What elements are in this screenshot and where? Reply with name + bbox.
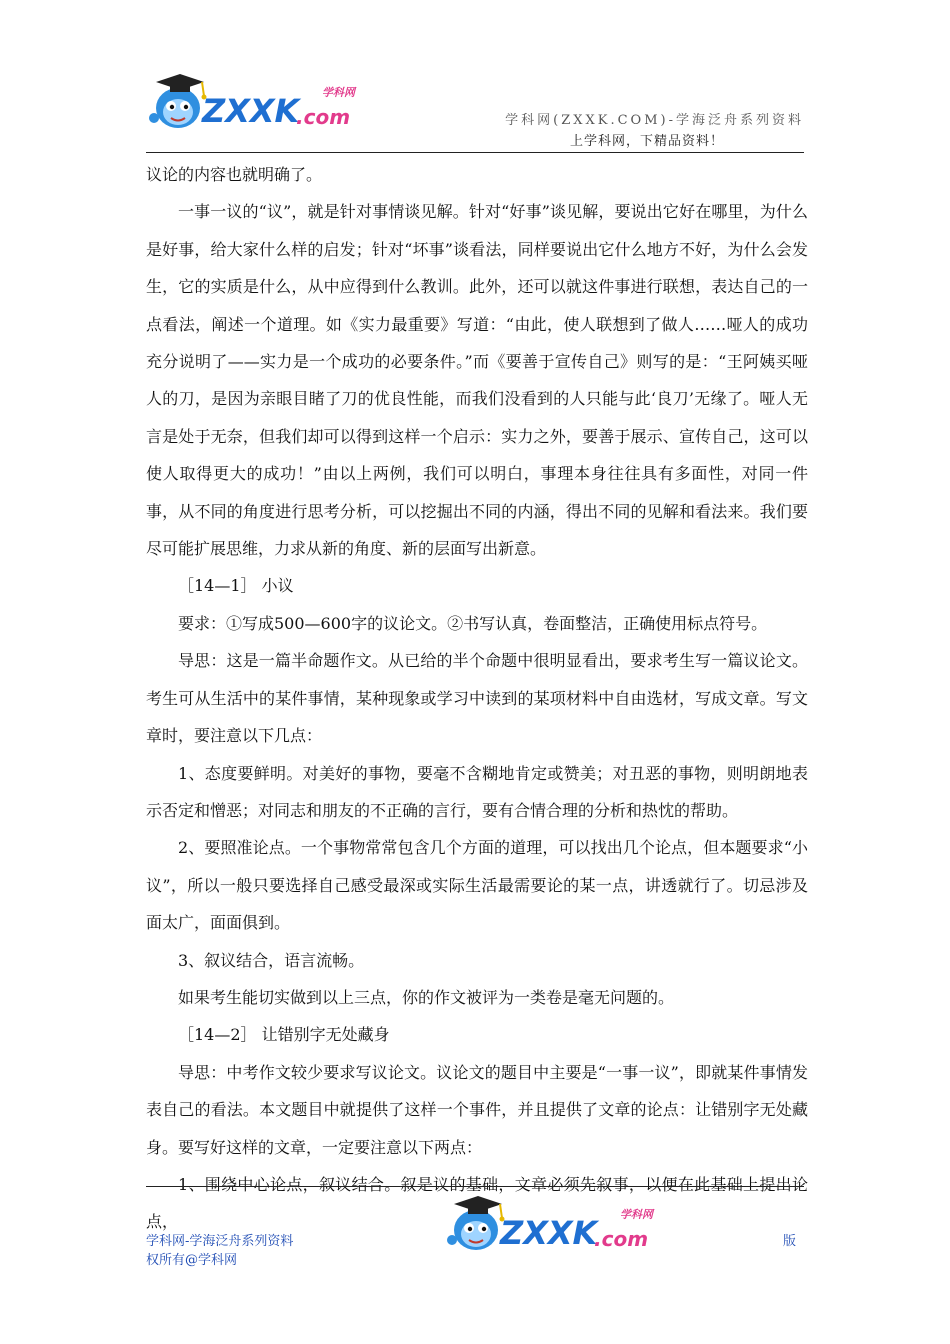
mascot-icon	[149, 74, 207, 128]
paragraph: 议论的内容也就明确了。	[146, 165, 323, 184]
footer-right-text: 版	[783, 1234, 797, 1249]
paragraph: 导思：这是一篇半命题作文。从已给的半个命题中很明显看出，要求考生写一篇议论文。考生可从生活中的某件事情，某种现象或学习中读到的某项材料中自由选材，写成文章。写文章时，要注意以下几点：	[146, 651, 808, 746]
zxxk-logo-footer	[438, 1188, 678, 1256]
paragraph: 1、围绕中心论点，叙议结合。叙是议的基础，文章必须先叙事，以便在此基础上提出论点，	[146, 1174, 808, 1232]
section-heading: ［14—2］ 让错别字无处藏身	[178, 1025, 390, 1045]
header-slogan: 上学科网，下精品资料！	[569, 134, 724, 149]
paragraph: 1、态度要鲜明。对美好的事物，要毫不含糊地肯定或赞美；对丑恶的事物，则明朗地表示否定和憎恶；对同志和朋友的不正确的言行，要有合情合理的分析和热忱的帮助。	[146, 763, 808, 820]
paragraph: 3、叙议结合，语言流畅。	[178, 950, 365, 970]
paragraph: 2、要照准论点。一个事物常常包含几个方面的道理，可以找出几个论点，但本题要求“小议”，所以一般只要选择自己感受最深或实际生活最需要论的某一点，讲透就行了。切忌涉及面太广，面面俱到。	[146, 838, 808, 933]
header-site-line: 学科网(ZXXK.COM)-学海泛舟系列资料	[505, 113, 804, 128]
mascot-icon	[447, 1196, 505, 1250]
logo-wordmark: ZXXK	[500, 1214, 598, 1252]
paragraph: 要求：①写成500—600字的议论文。②书写认真，卷面整洁，正确使用标点符号。	[178, 613, 768, 633]
logo-wordmark: ZXXK	[202, 92, 300, 130]
section-heading: ［14—1］ 小议	[178, 576, 294, 596]
footer-line: 权所有@学科网	[146, 1253, 238, 1268]
logo-cn-name: 学科网	[322, 86, 355, 99]
paragraph: 一事一议的“议”，就是针对事情谈见解。针对“好事”谈见解，要说出它好在哪里，为什么是好事，给大家什么样的启发；针对“坏事”谈看法，同样要说出它什么地方不好，为什么会发生，它的实质是什么，从中应得到什么教训。此外，还可以就这件事进行联想，表达自己的一点看法，阐述一个道理。如《实力最重要》写道：“由此，使人联想到了做人……哑人的成功充分说明了——实力是一个成功的必要条件。”而《要善于宣传自己》则写的是：“王阿姨买哑人的刀，是因为亲眼目睹了刀的优良性能，而我们没看到的人只能与此‘良刀’无缘了。哑人无言是处于无奈，但我们却可以得到这样一个启示：实力之外，要善于展示、宣传自己，这可以使人取得更大的成功！”由以上两例，我们可以明白，事理本身往往具有多面性，对同一件事，从不同的角度进行思考分析，可以挖掘出不同的内涵，得出不同的见解和看法来。我们要尽可能扩展思维，力求从新的角度、新的层面写出新意。	[146, 202, 808, 559]
logo-cn-name: 学科网	[620, 1208, 653, 1221]
logo-domain: .com	[296, 105, 351, 129]
zxxk-logo	[140, 66, 380, 134]
header-rule	[146, 152, 804, 153]
paragraph: 导思：中考作文较少要求写议论文。议论文的题目中主要是“一事一议”，即就某件事情发表自己的看法。本文题目中就提供了这样一个事件，并且提供了文章的论点：让错别字无处藏身。要写好这样的文章，一定要注意以下两点：	[146, 1062, 808, 1157]
paragraph: 如果考生能切实做到以上三点，你的作文被评为一类卷是毫无问题的。	[178, 987, 675, 1007]
footer-copyright	[146, 1232, 293, 1270]
header-info	[505, 110, 804, 152]
footer-rule	[146, 1186, 804, 1187]
logo-domain: .com	[594, 1227, 649, 1251]
footer-line: 学科网-学海泛舟系列资料	[146, 1234, 294, 1249]
document-body	[146, 156, 808, 1241]
